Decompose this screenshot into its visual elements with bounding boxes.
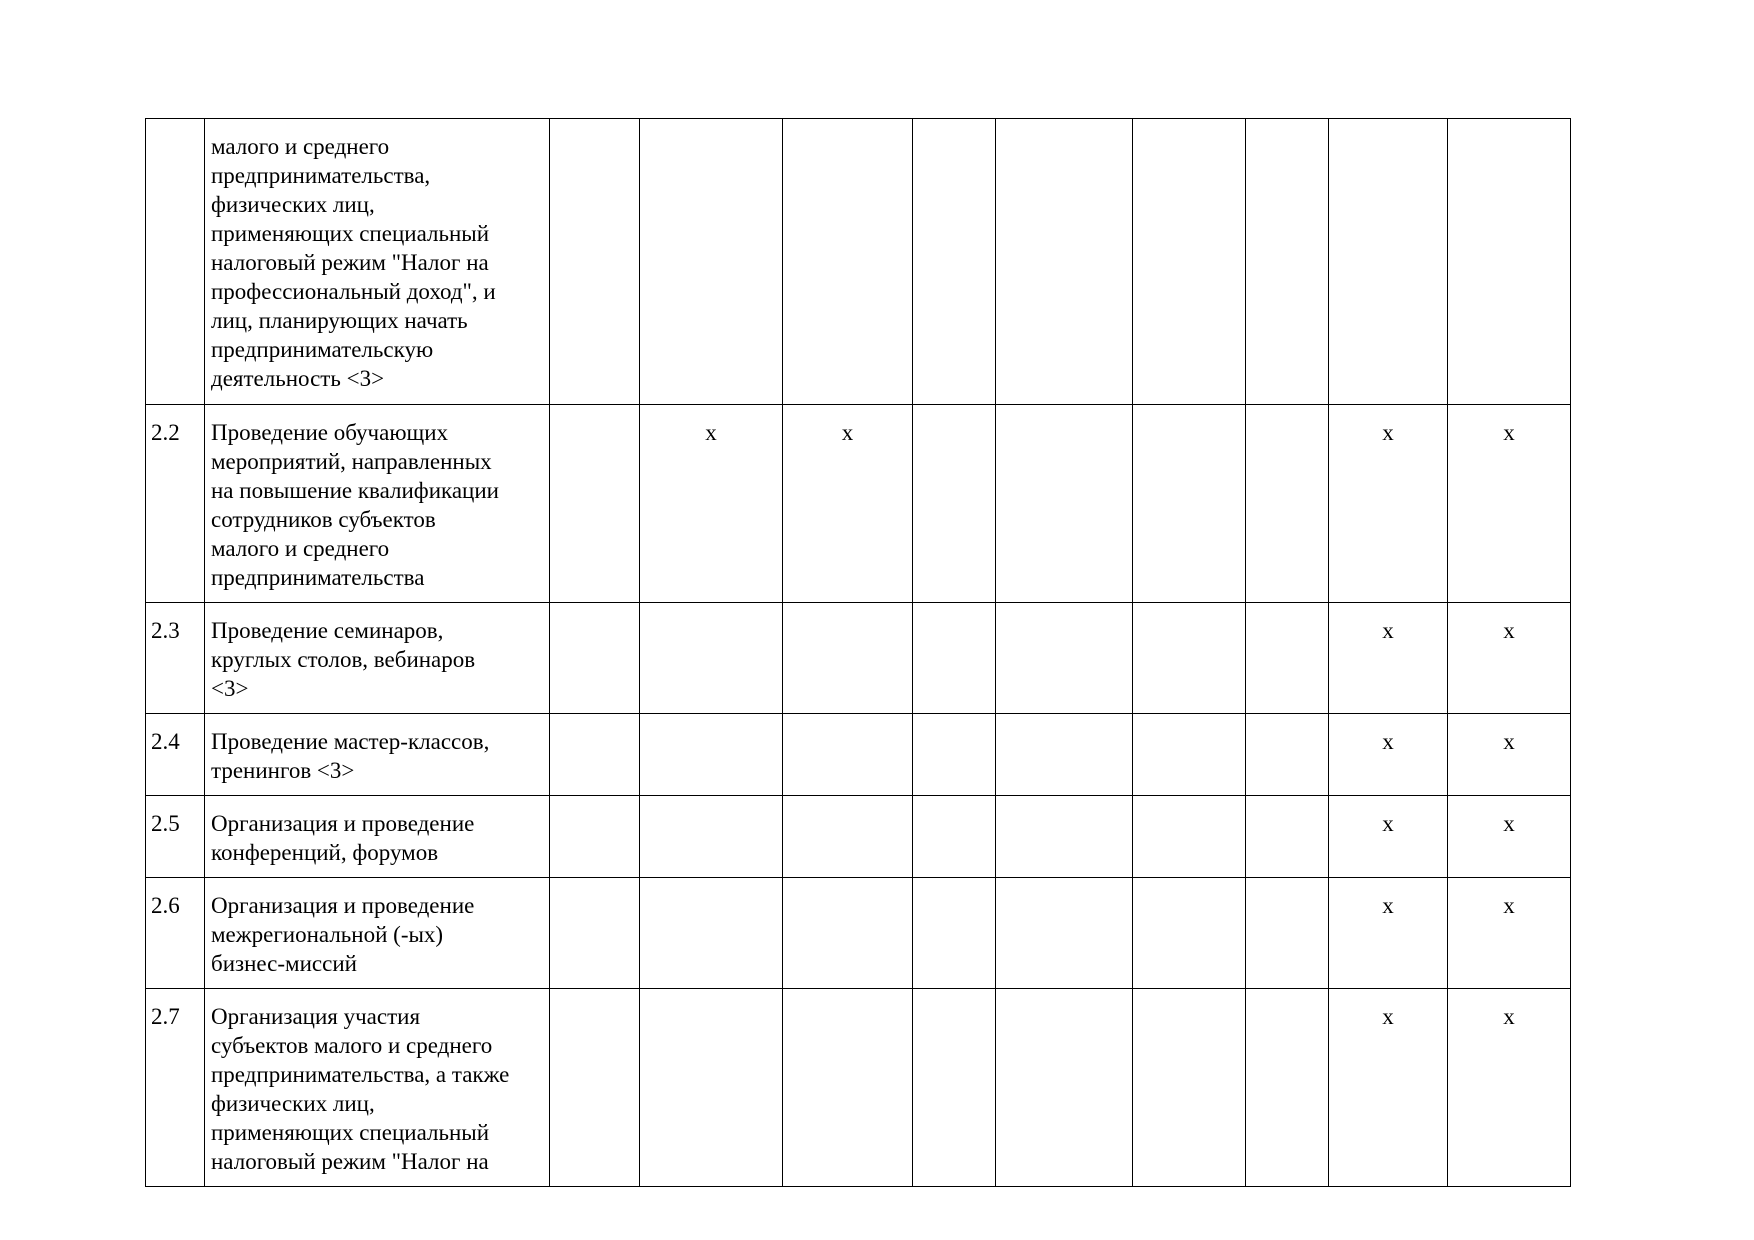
- value-cell: [913, 878, 996, 989]
- row-number-cell: [146, 119, 205, 405]
- value-cell: [996, 119, 1133, 405]
- row-description-cell: Организация и проведение конференций, форумов: [205, 796, 550, 878]
- value-cell: [783, 796, 913, 878]
- value-cell: [1133, 989, 1246, 1187]
- value-cell: x: [1329, 603, 1448, 714]
- value-cell: [913, 603, 996, 714]
- value-cell: [640, 796, 783, 878]
- value-cell: [1246, 119, 1329, 405]
- value-cell: x: [640, 405, 783, 603]
- value-cell: [550, 119, 640, 405]
- value-cell: [996, 878, 1133, 989]
- value-cell: [1133, 405, 1246, 603]
- value-cell: x: [1448, 796, 1571, 878]
- row-number-cell: 2.2: [146, 405, 205, 603]
- value-cell: [913, 119, 996, 405]
- value-cell: [1246, 603, 1329, 714]
- value-cell: [913, 989, 996, 1187]
- value-cell: x: [1448, 603, 1571, 714]
- value-cell: [1246, 796, 1329, 878]
- value-cell: [783, 119, 913, 405]
- value-cell: [996, 405, 1133, 603]
- value-cell: x: [783, 405, 913, 603]
- value-cell: x: [1329, 989, 1448, 1187]
- value-cell: [913, 405, 996, 603]
- value-cell: x: [1448, 714, 1571, 796]
- value-cell: [1133, 119, 1246, 405]
- value-cell: [1133, 714, 1246, 796]
- value-cell: [1133, 796, 1246, 878]
- value-cell: [1448, 119, 1571, 405]
- value-cell: [783, 714, 913, 796]
- value-cell: [550, 989, 640, 1187]
- value-cell: x: [1329, 878, 1448, 989]
- value-cell: [1246, 878, 1329, 989]
- row-description-cell: Проведение обучающих мероприятий, направленных на повышение квалификации сотрудников субъектов малого и среднего предпринимательства: [205, 405, 550, 603]
- value-cell: x: [1448, 989, 1571, 1187]
- value-cell: [996, 796, 1133, 878]
- value-cell: [1246, 989, 1329, 1187]
- table-row: [146, 405, 1571, 603]
- table-row: [146, 119, 1571, 405]
- value-cell: [1246, 405, 1329, 603]
- value-cell: x: [1329, 714, 1448, 796]
- value-cell: [640, 603, 783, 714]
- value-cell: [640, 119, 783, 405]
- value-cell: [1133, 878, 1246, 989]
- row-description-cell: Организация участия субъектов малого и среднего предпринимательства, а также физических лиц, применяющих специальный налоговый режим "Налог на: [205, 989, 550, 1187]
- row-number-cell: 2.7: [146, 989, 205, 1187]
- row-number-cell: 2.3: [146, 603, 205, 714]
- measures-table: [145, 118, 1571, 1187]
- table-row: [146, 878, 1571, 989]
- value-cell: x: [1448, 878, 1571, 989]
- row-number-cell: 2.5: [146, 796, 205, 878]
- value-cell: [996, 603, 1133, 714]
- value-cell: [640, 714, 783, 796]
- value-cell: [913, 714, 996, 796]
- row-description-cell: малого и среднего предпринимательства, физических лиц, применяющих специальный налоговый режим "Налог на профессиональный доход", и лиц, планирующих начать предпринимательскую деятельность <3>: [205, 119, 550, 405]
- value-cell: [996, 714, 1133, 796]
- value-cell: x: [1329, 796, 1448, 878]
- row-number-cell: 2.6: [146, 878, 205, 989]
- value-cell: [1133, 603, 1246, 714]
- value-cell: [550, 405, 640, 603]
- table-row: [146, 714, 1571, 796]
- value-cell: [550, 603, 640, 714]
- table-row: [146, 796, 1571, 878]
- table-row: [146, 603, 1571, 714]
- value-cell: [996, 989, 1133, 1187]
- row-description-cell: Организация и проведение межрегиональной (-ых) бизнес-миссий: [205, 878, 550, 989]
- value-cell: [783, 878, 913, 989]
- value-cell: [550, 878, 640, 989]
- value-cell: [550, 714, 640, 796]
- value-cell: [1246, 714, 1329, 796]
- value-cell: [783, 989, 913, 1187]
- table-row: [146, 989, 1571, 1187]
- value-cell: [640, 878, 783, 989]
- row-description-cell: Проведение мастер-классов, тренингов <3>: [205, 714, 550, 796]
- row-number-cell: 2.4: [146, 714, 205, 796]
- table-body: [146, 119, 1571, 1187]
- value-cell: [913, 796, 996, 878]
- value-cell: x: [1448, 405, 1571, 603]
- value-cell: [1329, 119, 1448, 405]
- row-description-cell: Проведение семинаров, круглых столов, вебинаров <3>: [205, 603, 550, 714]
- value-cell: x: [1329, 405, 1448, 603]
- value-cell: [640, 989, 783, 1187]
- value-cell: [550, 796, 640, 878]
- value-cell: [783, 603, 913, 714]
